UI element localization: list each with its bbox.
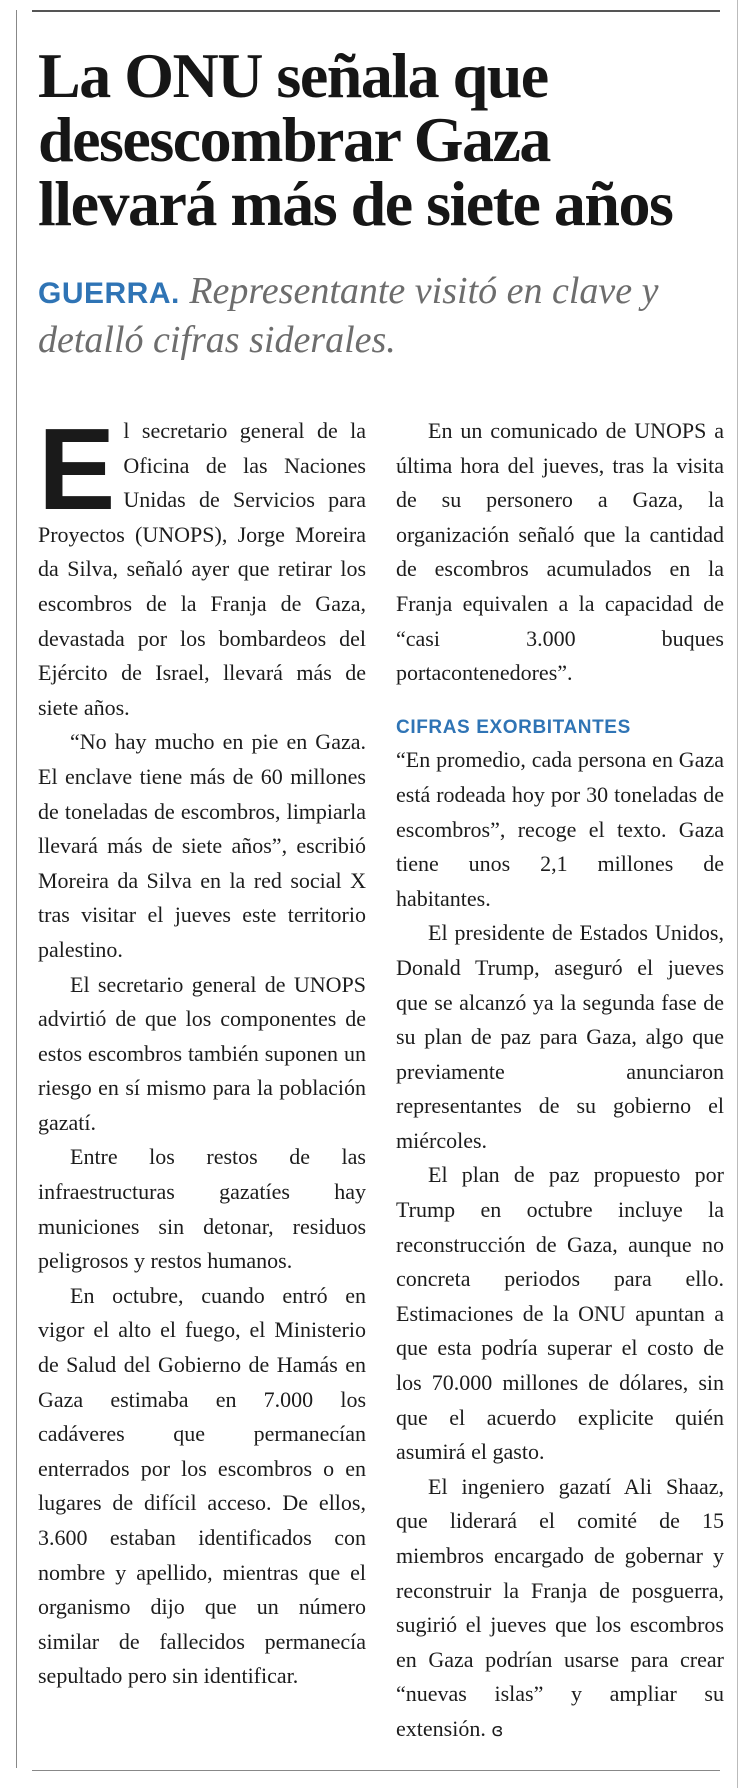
- left-margin-rule: [16, 10, 17, 1768]
- kicker: GUERRA.: [38, 277, 180, 310]
- bottom-rule: [32, 1770, 720, 1771]
- body-paragraph: “No hay mucho en pie en Gaza. El enclave tiene más de 60 millones de toneladas de escombros, limpiarla llevará más de siete años”, escribió Moreira da Silva en la red social X tras visitar el jueves este territorio palestino.: [38, 729, 366, 962]
- body-paragraph: En un comunicado de UNOPS a última hora del jueves, tras la visita de su personero a Gaza, la organización señaló que la cantidad de escombros acumulados en la Franja equivalen a la capacidad de “casi 3.000 buques portacontenedores”.: [396, 418, 724, 686]
- deck-text: Representante visitó en clave y detalló cifras siderales.: [38, 270, 659, 361]
- body-paragraph: Entre los restos de las infraestructuras gazatíes hay municiones sin detonar, residuos peligrosos y restos humanos.: [38, 1144, 366, 1274]
- body-paragraph: El ingeniero gazatí Ali Shaaz, que liderará el comité de 15 miembros encargado de gobernar y reconstruir la Franja de posguerra, sugirió el jueves que los escombros en Gaza podrían usarse para crear “nuevas islas” y ampliar su extensión. ɞ: [396, 1473, 724, 1741]
- body-column-right: [396, 414, 724, 1749]
- body-paragraph: El secretario general de UNOPS advirtió de que los componentes de estos escombros también suponen un riesgo en sí mismo para la población gazatí.: [38, 971, 366, 1135]
- headline: La ONU señala que desescombrar Gaza llevará más de siete años: [38, 40, 673, 239]
- deck: [38, 268, 728, 363]
- body-paragraph: El plan de paz propuesto por Trump en octubre incluye la reconstrucción de Gaza, aunque no concreta periodos para ello. Estimaciones de la ONU apuntan a que esta podría superar el costo de los 70.000 millones de dólares, sin que el acuerdo explicite quién asumirá el gasto.: [396, 1162, 724, 1465]
- end-mark-icon: ɞ: [491, 1719, 504, 1741]
- body-paragraph: El secretario general de la Oficina de las Naciones Unidas de Servicios para Proyectos (UNOPS), Jorge Moreira da Silva, señaló ayer que retirar los escombros de la Franja de Gaza, devastada por los bombardeos del Ejército de Israel, llevará más de siete años.: [38, 404, 366, 720]
- body-paragraph: En octubre, cuando entró en vigor el alto el fuego, el Ministerio de Salud del Gobierno de Hamás en Gaza estimaba en 7.000 los cadáveres que permanecían enterrados por los escombros o en lugares de difícil acceso. De ellos, 3.600 estaban identificados con nombre y apellido, mientras que el organismo dijo que un número similar de fallecidos permanecía sepultado pero sin identificar.: [38, 1282, 366, 1689]
- body-paragraph: “En promedio, cada persona en Gaza está rodeada hoy por 30 toneladas de escombros”, recoge el texto. Gaza tiene unos 2,1 millones de habitantes.: [396, 747, 724, 911]
- body-paragraph: El presidente de Estados Unidos, Donald Trump, aseguró el jueves que se alcanzó ya la segunda fase de su plan de paz para Gaza, algo que previamente anunciaron representantes de su gobierno el miércoles.: [396, 920, 724, 1153]
- section-subhead: CIFRAS EXORBITANTES: [396, 716, 631, 738]
- body-column-left: [38, 404, 366, 1694]
- drop-cap: E: [38, 404, 116, 534]
- right-margin-rule: [737, 0, 738, 1788]
- top-rule: [32, 10, 720, 12]
